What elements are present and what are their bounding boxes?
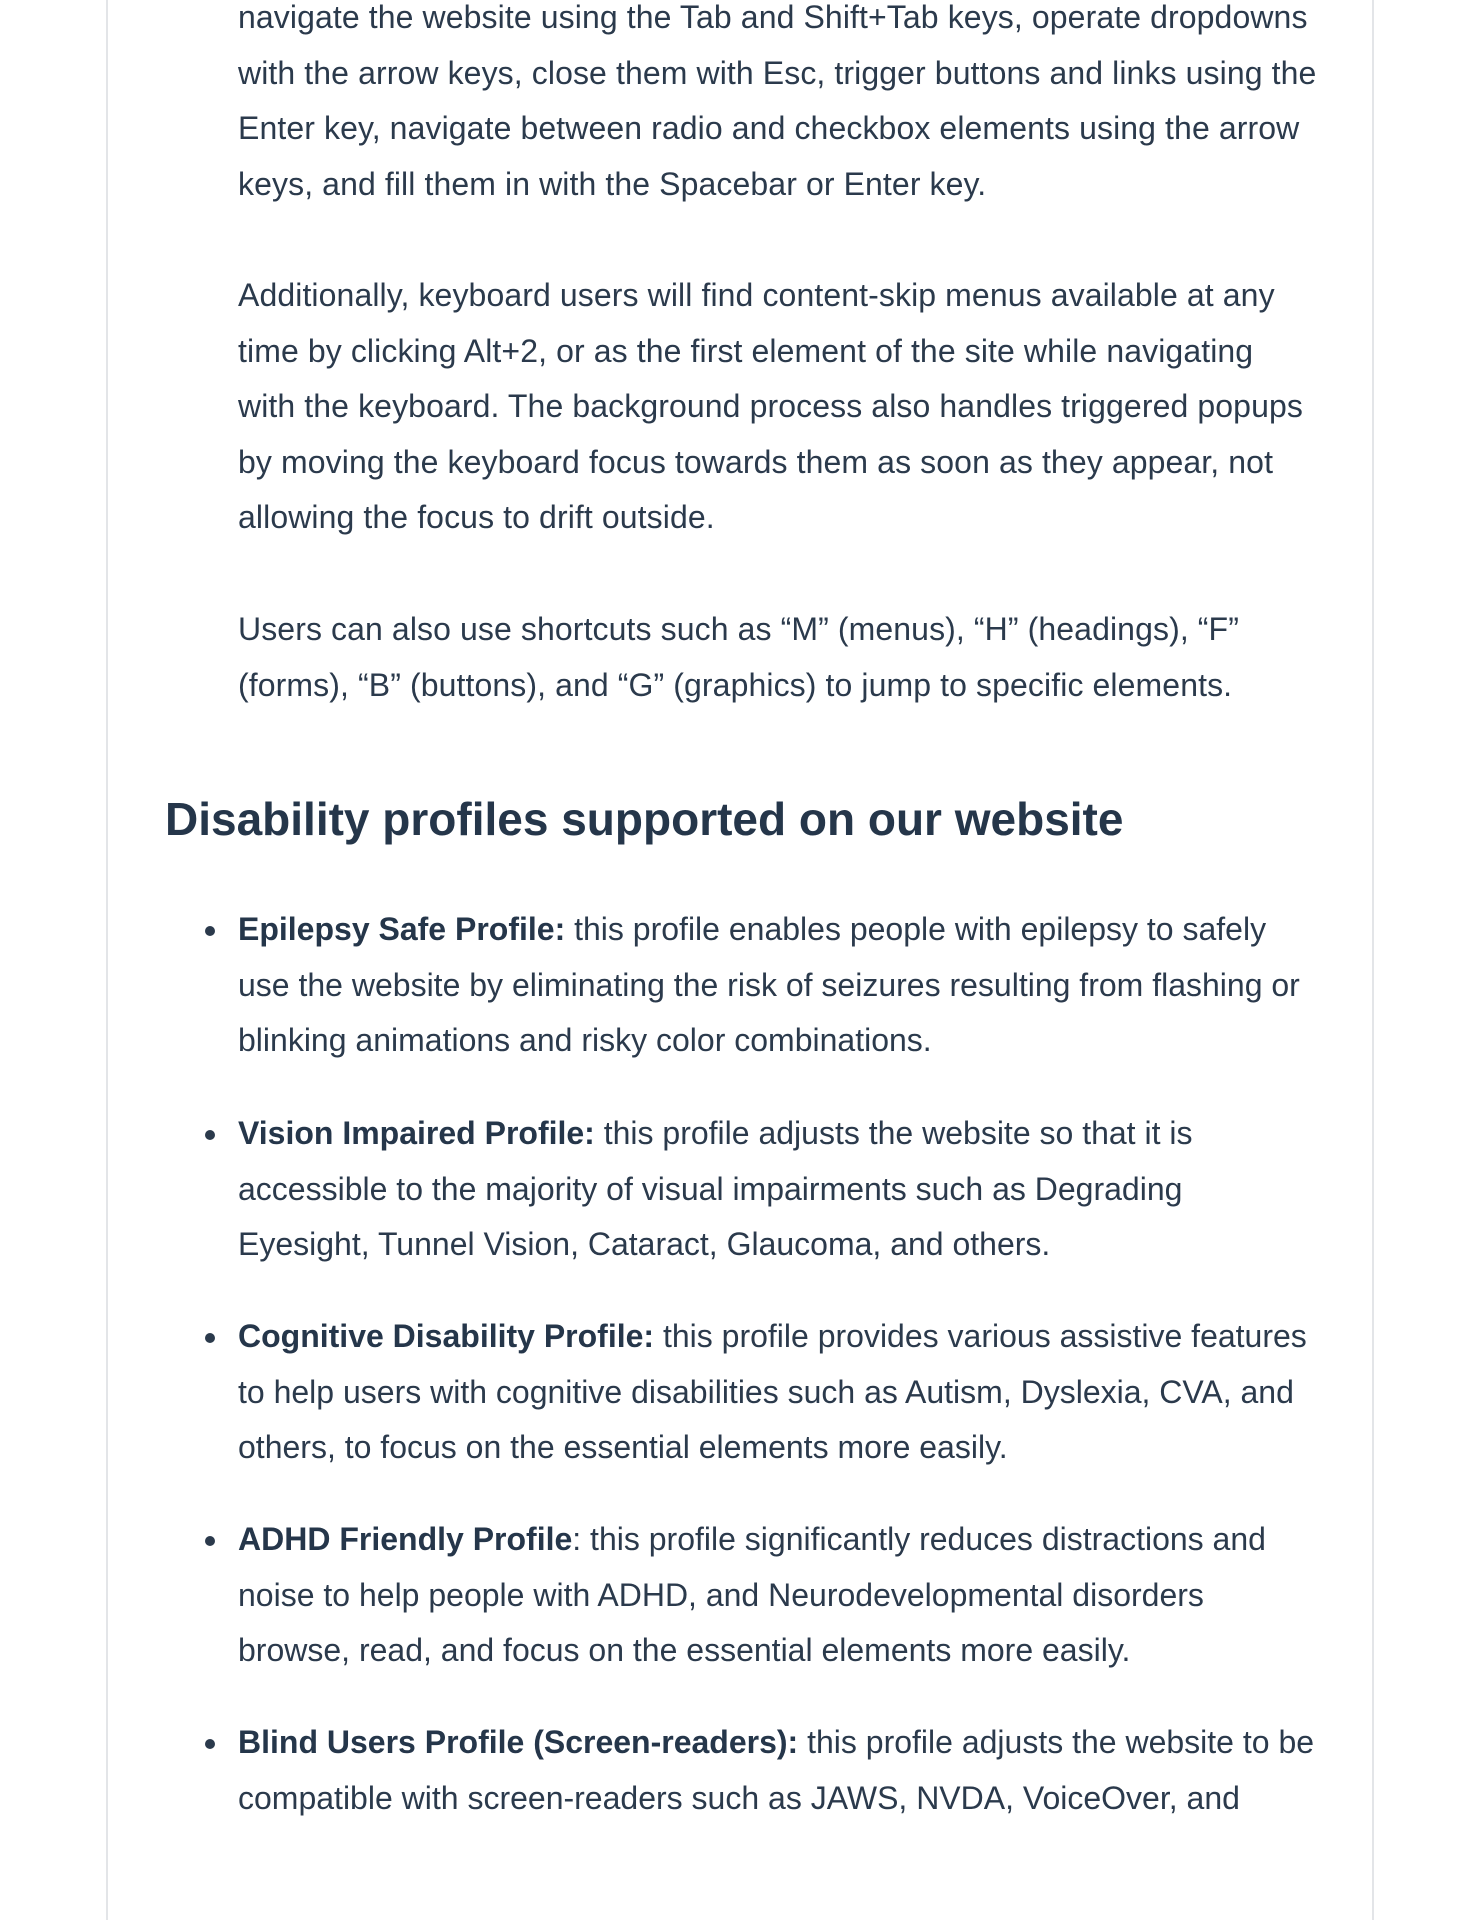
profile-name: Epilepsy Safe Profile: (238, 911, 566, 947)
list-item (238, 1715, 1318, 1826)
bullet-icon (205, 1739, 215, 1749)
profile-description: this profile enables people with epilepsy to safely use the website by eliminating the risk of seizures resulting from flashing or blinking animations and risky color combinations. (238, 911, 1300, 1058)
profile-name: Vision Impaired Profile: (238, 1115, 595, 1151)
profile-description: this profile adjusts the website to be compatible with screen-readers such as JAWS, NVDA, VoiceOver, and (238, 1724, 1315, 1816)
bullet-icon (205, 1333, 215, 1343)
content-card (106, 0, 1374, 1920)
profile-description: this profile provides various assistive features to help users with cognitive disabilities such as Autism, Dyslexia, CVA, and others, to focus on the essential elements more easily. (238, 1318, 1307, 1465)
bullet-icon (205, 926, 215, 936)
list-item (238, 1512, 1318, 1679)
list-item (238, 1106, 1318, 1273)
profile-description: this profile adjusts the website so that it is accessible to the majority of visual impairments such as Degrading Eyesight, Tunnel Vision, Cataract, Glaucoma, and others. (238, 1115, 1193, 1262)
bullet-icon (205, 1536, 215, 1546)
content-skip-paragraph: Additionally, keyboard users will find content-skip menus available at any time by clicking Alt+2, or as the first element of the site while navigating with the keyboard. The background process also handles triggered popups by moving the keyboard focus towards them as soon as they appear, not allowing the focus to drift outside. (238, 277, 1303, 535)
keyboard-navigation-paragraph: navigate the website using the Tab and Shift+Tab keys, operate dropdowns with the arrow keys, close them with Esc, trigger buttons and links using the Enter key, navigate between radio and checkbox elements using the arrow keys, and fill them in with the Spacebar or Enter key. (238, 0, 1317, 202)
profile-name: ADHD Friendly Profile (238, 1521, 573, 1557)
profile-description: : this profile significantly reduces distractions and noise to help people with ADHD, and Neurodevelopmental disorders browse, read, and focus on the essential elements more easily. (238, 1521, 1266, 1668)
profile-name: Blind Users Profile (Screen-readers): (238, 1724, 799, 1760)
profile-name: Cognitive Disability Profile: (238, 1318, 655, 1354)
bullet-icon (205, 1130, 215, 1140)
list-item (238, 1309, 1318, 1476)
shortcuts-paragraph: Users can also use shortcuts such as “M” (menus), “H” (headings), “F” (forms), “B” (buttons), and “G” (graphics) to jump to specific elements. (238, 611, 1239, 703)
list-item (238, 902, 1318, 1069)
section-heading: Disability profiles supported on our website (165, 793, 1124, 845)
